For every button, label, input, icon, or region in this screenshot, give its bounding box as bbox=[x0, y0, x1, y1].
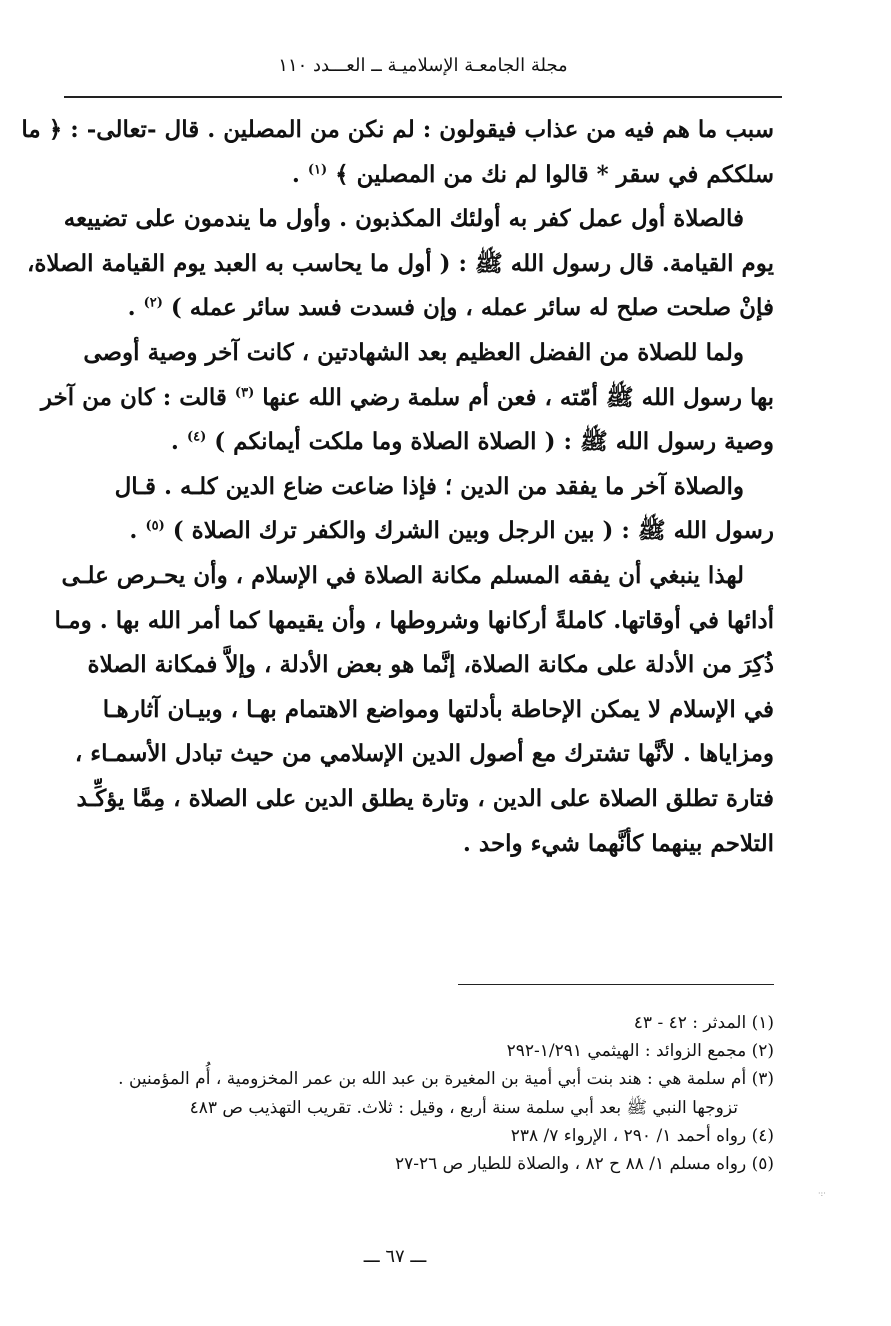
footnote-rule bbox=[458, 984, 774, 985]
body-line-tail: . bbox=[170, 428, 179, 456]
body-line-text: بها رسول الله ﷺ أمّته ، فعن أم سلمة رضي الله عنها bbox=[262, 383, 774, 411]
body-line-text: سلككم في سقر * قالوا لم نك من المصلين ﴾ bbox=[335, 160, 774, 188]
body-line bbox=[62, 465, 774, 510]
scan-speck: ·:· bbox=[818, 1189, 826, 1198]
footnotes bbox=[30, 1009, 774, 1178]
header-rule bbox=[64, 96, 782, 98]
body-line bbox=[62, 732, 774, 777]
running-header: مجلة الجامعـة الإسلاميـة ــ العـــدد ١١٠ bbox=[278, 55, 568, 76]
footnote-line: (٢) مجمع الزوائد : الهيثمي ١/٢٩١-٢٩٢ bbox=[506, 1041, 774, 1062]
footnote-marker: (٣) bbox=[234, 384, 255, 400]
body-line bbox=[62, 777, 774, 822]
body-line bbox=[54, 599, 774, 644]
body-line bbox=[21, 108, 774, 153]
footnote-line: (٤) رواه أحمد ١/ ٢٩٠ ، الإرواء ٧/ ٢٣٨ bbox=[510, 1125, 774, 1146]
footnote-line: (١) المدثر : ٤٢ - ٤٣ bbox=[633, 1013, 774, 1033]
body-line bbox=[62, 286, 774, 331]
footnote-line: (٣) أم سلمة هي : هند بنت أبي أمية بن المغيرة بن عبد الله بن عمر المخزومية ، أُم المؤمنين . bbox=[118, 1069, 774, 1090]
footnote-marker: (٤) bbox=[186, 429, 207, 445]
body-line-tail: . bbox=[129, 517, 138, 545]
body-line bbox=[62, 643, 774, 688]
body-line bbox=[62, 688, 774, 733]
body-line-text: لهذا ينبغي أن يفقه المسلم مكانة الصلاة في الإسلام ، وأن يحـرص علـى bbox=[61, 561, 744, 589]
body-line bbox=[62, 822, 774, 867]
body-line bbox=[62, 331, 774, 376]
body-line bbox=[62, 420, 774, 465]
body-line bbox=[62, 197, 774, 242]
body-line-text: ومزاياها . لأنَّها تشترك مع أصول الدين الإسلامي من حيث تبادل الأسمـاء ، bbox=[74, 740, 774, 768]
body-line bbox=[26, 242, 774, 287]
body-line-text: فالصلاة أول عمل كفر به أولئك المكذبون . وأول ما يندمون على تضييعه bbox=[63, 205, 744, 233]
body-line-tail: . bbox=[127, 294, 136, 322]
footnote-line: تزوجها النبي ﷺ بعد أبي سلمة سنة أربع ، وقيل : ثلاث. تقريب التهذيب ص ٤٨٣ bbox=[189, 1097, 738, 1118]
body-line-tail: . bbox=[291, 160, 300, 188]
body-line-text: أدائها في أوقاتها. كاملةً أركانها وشروطها ، وأن يقيمها كما أمر الله بها . ومـا bbox=[54, 606, 774, 634]
body-line-text: التلاحم بينهما كأنَّهما شيء واحد . bbox=[462, 829, 774, 857]
body-line-text: فتارة تطلق الصلاة على الدين ، وتارة يطلق الدين على الصلاة ، مِمَّا يؤكِّـد bbox=[76, 784, 774, 812]
body-line-text: ذُكِرَ من الأدلة على مكانة الصلاة، إنَّما هو بعض الأدلة ، وإلاَّ فمكانة الصلاة bbox=[87, 651, 774, 679]
footnote-marker: (٢) bbox=[143, 295, 163, 311]
body-line-text: يوم القيامة. قال رسول الله ﷺ : ( أول ما يحاسب به العبد يوم القيامة الصلاة، bbox=[26, 249, 774, 277]
body-line bbox=[62, 509, 774, 554]
body-line bbox=[62, 554, 774, 599]
body-line-text: سبب ما هم فيه من عذاب فيقولون : لم نكن من المصلين . قال -تعالى- : ﴿ ما bbox=[21, 116, 774, 143]
body-line-text: والصلاة آخر ما يفقد من الدين ؛ فإذا ضاعت ضاع الدين كلـه . قـال bbox=[114, 472, 744, 500]
body-line-text: في الإسلام لا يمكن الإحاطة بأدلتها ومواضع الاهتمام بهـا ، وبيـان آثارهـا bbox=[102, 695, 774, 723]
page-number: ـــ ٦٧ ـــ bbox=[363, 1246, 427, 1267]
body-line-text: رسول الله ﷺ : ( بين الرجل وبين الشرك والكفر ترك الصلاة ) bbox=[172, 517, 774, 545]
body-line-text: ولما للصلاة من الفضل العظيم بعد الشهادتين ، كانت آخر وصية أوصى bbox=[83, 338, 744, 366]
footnote-marker: (١) bbox=[307, 161, 328, 177]
body-line-text: وصية رسول الله ﷺ : ( الصلاة الصلاة وما ملكت أيمانكم ) bbox=[214, 428, 774, 456]
body-line-text: فإنْ صلحت صلح له سائر عمله ، وإن فسدت فسد سائر عمله ) bbox=[170, 294, 774, 322]
footnote-marker: (٥) bbox=[145, 518, 165, 534]
body-line bbox=[40, 376, 774, 421]
footnote-line: (٥) رواه مسلم ١/ ٨٨ ح ٨٢ ، والصلاة للطيار ص ٢٦-٢٧ bbox=[394, 1154, 774, 1175]
article-body bbox=[21, 108, 774, 866]
body-line bbox=[62, 153, 774, 198]
body-line-tail: قالت : كان من آخر bbox=[40, 383, 227, 411]
